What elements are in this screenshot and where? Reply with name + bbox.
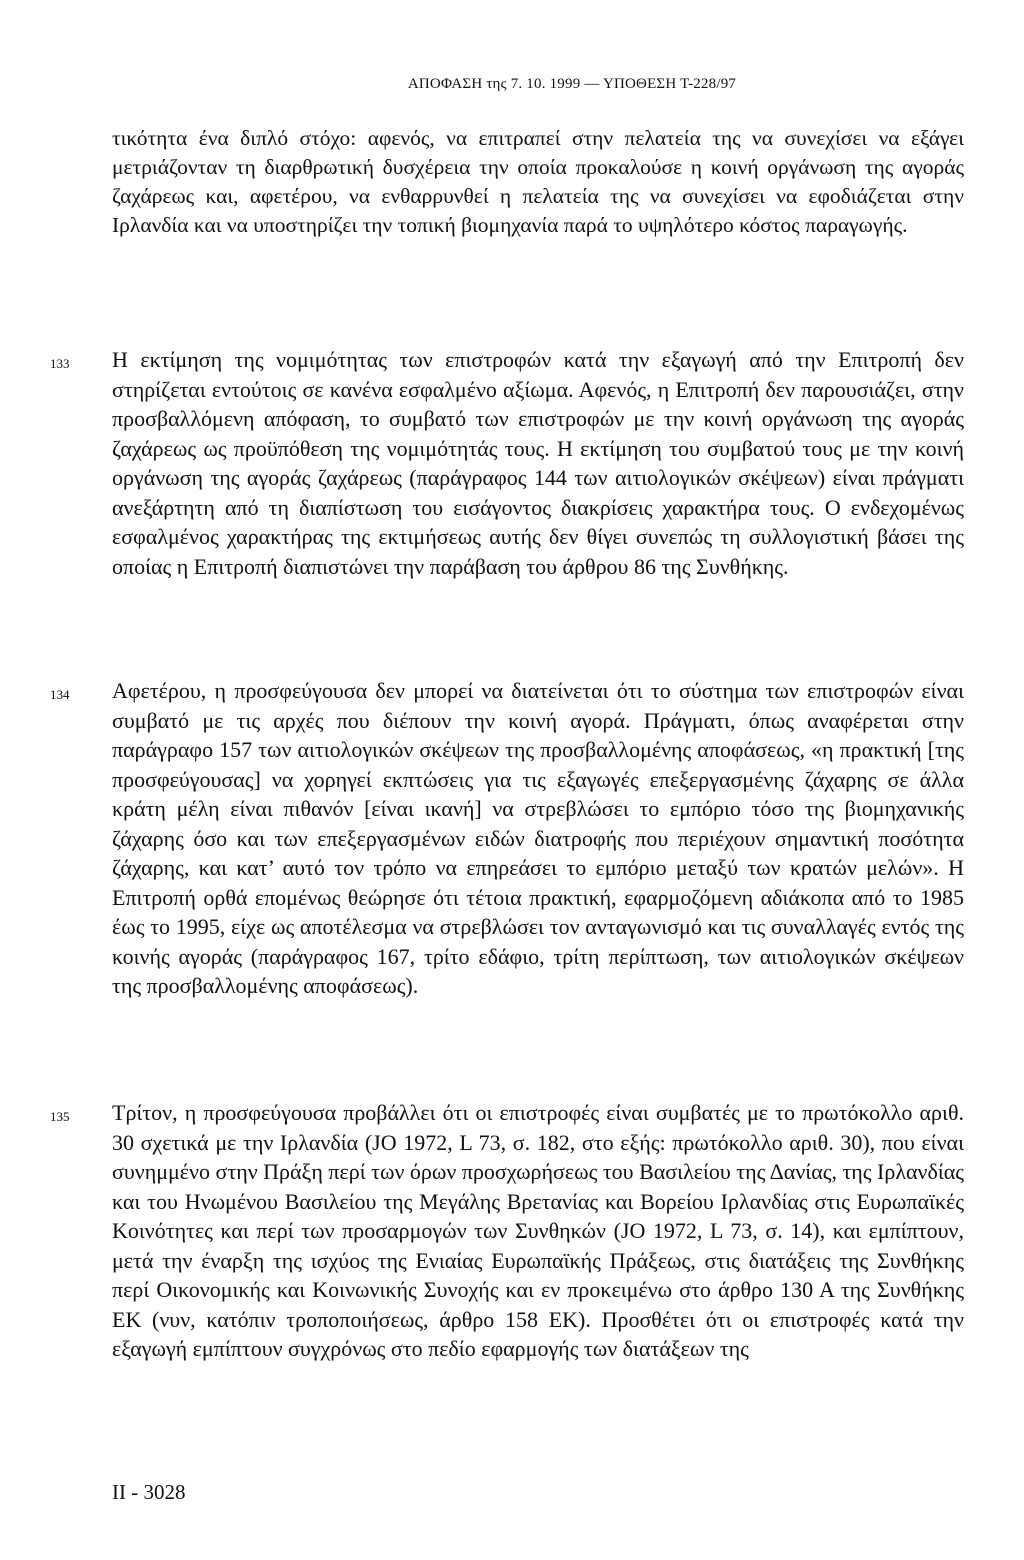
paragraph-number: 134	[50, 687, 70, 702]
paragraph-number: 133	[50, 356, 70, 371]
paragraph-text: Η εκτίμηση της νομιμότητας των επιστροφών κατά την εξαγωγή από την Επιτροπή δεν στηρίζεται εντούτοις σε κανένα εσφαλμένο αξίωμα. Αφενός, η Επιτροπή δεν παρουσιάζει, στην προσβαλλόμενη απόφαση, το συμβατό των επιστροφών με την κοινή οργάνωση της αγοράς ζαχάρεως ως προϋπόθεση της νομιμότητάς τους. Η εκτίμηση του συμβατού τους με την κοινή οργάνωση της αγοράς ζαχάρεως (παράγραφος 144 των αιτιολογικών σκέψεων) είναι πράγματι ανεξάρτητη από τη διαπίστωση του εισάγοντος διακρίσεις χαρακτήρα τους. Ο ενδεχομένως εσφαλμένος χαρακτήρας της εκτιμήσεως αυτής δεν θίγει συνεπώς τη συλλογιστική βάσει της οποίας η Επιτροπή διαπιστώνει την παράβαση του άρθρου 86 της Συνθήκης.	[112, 347, 964, 579]
paragraph-number: 135	[50, 1109, 70, 1124]
paragraph-135	[50, 1098, 964, 1364]
paragraph-134	[50, 676, 964, 1001]
paragraph-text: Αφετέρου, η προσφεύγουσα δεν μπορεί να διατείνεται ότι το σύστημα των επιστροφών είναι συμβατό με τις αρχές που διέπουν την κοινή αγορά. Πράγματι, όπως αναφέρεται στην παράγραφο 157 των αιτιολογικών σκέψεων της προσβαλλομένης αποφάσεως, «η πρακτική [της προσφεύγουσας] να χορηγεί εκπτώσεις για τις εξαγωγές επεξεργασμένης ζάχαρης σε άλλα κράτη μέλη είναι πιθανόν [είναι ικανή] να στρεβλώσει το εμπόριο τόσο της βιομηχανικής ζάχαρης όσο και των επεξεργασμένων ειδών διατροφής που περιέχουν σημαντική ποσότητα ζάχαρης, και κατ’ αυτό τον τρόπο να επηρεάσει το εμπόριο μεταξύ των κρατών μελών». Η Επιτροπή ορθά επομένως θεώρησε ότι τέτοια πρακτική, εφαρμοζόμενη αδιάκοπα από το 1985 έως το 1995, είχε ως αποτέλεσμα να στρεβλώσει τον ανταγωνισμό και τις συναλλαγές εντός της κοινής αγοράς (παράγραφος 167, τρίτο εδάφιο, τρίτη περίπτωση, των αιτιολογικών σκέψεων της προσβαλλομένης αποφάσεως).	[112, 678, 964, 998]
paragraph-133	[50, 345, 964, 581]
paragraph-text: Τρίτον, η προσφεύγουσα προβάλλει ότι οι επιστροφές είναι συμβατές με το πρωτόκολλο αριθ. 30 σχετικά με την Ιρλανδία (JO 1972, L 73, σ. 182, στο εξής: πρωτόκολλο αριθ. 30), που είναι συνημμένο στην Πράξη περί των όρων προσχωρήσεως του Βασιλείου της Δανίας, της Ιρλανδίας και του Ηνωμένου Βασιλείου της Μεγάλης Βρετανίας και Βορείου Ιρλανδίας στις Ευρωπαϊκές Κοινότητες και περί των προσαρμογών των Συνθηκών (JO 1972, L 73, σ. 14), και εμπίπτουν, μετά την έναρξη της ισχύος της Ενιαίας Ευρωπαϊκής Πράξεως, στις διατάξεις της Συνθήκης περί Οικονομικής και Κοινωνικής Συνοχής και εν προκειμένω στο άρθρο 130 Α της Συνθήκης ΕΚ (νυν, κατόπιν τροποποιήσεως, άρθρο 158 ΕΚ). Προσθέτει ότι οι επιστροφές κατά την εξαγωγή εμπίπτουν συγχρόνως στο πεδίο εφαρμογής των διατάξεων της	[112, 1100, 964, 1361]
intro-paragraph: τικότητα ένα διπλό στόχο: αφενός, να επιτραπεί στην πελατεία της να συνεχίσει να εξάγει μετριάζονταν τη διαρθρωτική δυσχέρεια την οποία προκαλούσε η κοινή οργάνωση της αγοράς ζαχάρεως και, αφετέρου, να ενθαρρυνθεί η πελατεία της να συνεχίσει να εφοδιάζεται στην Ιρλανδία και να υποστηρίζει την τοπική βιομηχανία παρά το υψηλότερο κόστος παραγωγής.	[112, 126, 964, 237]
page-number: II - 3028	[112, 1480, 186, 1504]
running-header: ΑΠΟΦΑΣΗ της 7. 10. 1999 — ΥΠΟΘΕΣΗ Τ-228/97	[407, 76, 737, 92]
